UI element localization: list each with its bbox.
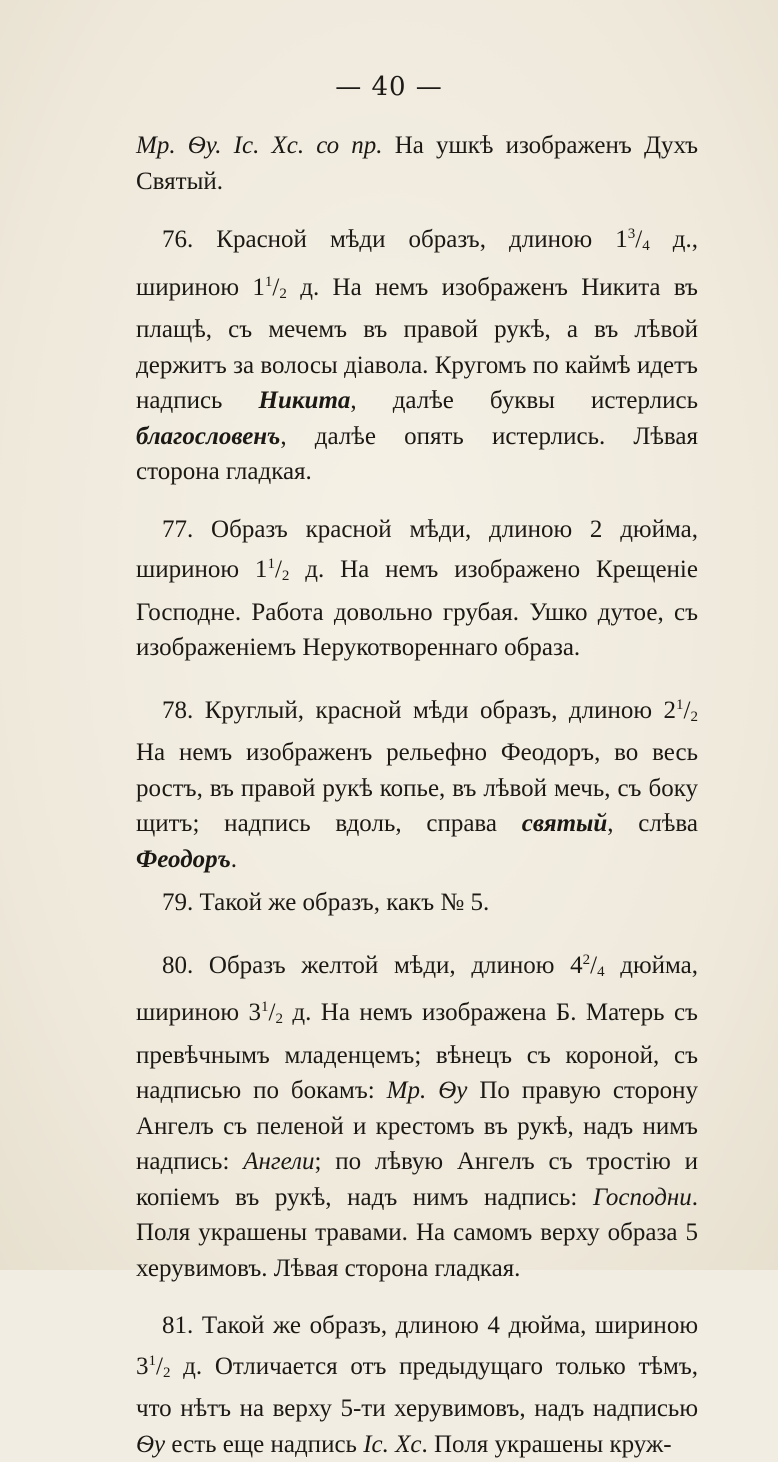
entry-76 bbox=[136, 217, 698, 490]
fraction-numerator: 1 bbox=[267, 556, 275, 572]
text-run: д., шириною 1 bbox=[136, 226, 698, 301]
fraction bbox=[628, 226, 650, 253]
emphasis-text: Мр. Ѳу. Іс. Хс. со пр. bbox=[136, 132, 383, 159]
fraction-slash: / bbox=[590, 951, 598, 979]
entry-80 bbox=[136, 943, 698, 1287]
text-run: ; по лѣвую Ангелъ съ тростію и копіемъ въ рукѣ, надъ нимъ надпись: bbox=[136, 1148, 698, 1211]
fraction bbox=[261, 999, 283, 1026]
fraction-denominator: 4 bbox=[642, 238, 650, 254]
emphasis-text: Ѳу bbox=[136, 1430, 166, 1458]
fraction-slash: / bbox=[268, 999, 276, 1026]
fraction-denominator: 4 bbox=[597, 963, 605, 980]
fraction-slash: / bbox=[683, 696, 691, 724]
fraction bbox=[676, 697, 698, 724]
fraction-slash: / bbox=[635, 226, 643, 253]
paragraph-continuation bbox=[136, 128, 698, 199]
fraction-numerator: 1 bbox=[264, 273, 273, 290]
text-run: дюйма, шириною 3 bbox=[136, 951, 699, 1026]
fraction bbox=[267, 556, 289, 583]
emphasis-text: Никита bbox=[258, 387, 351, 414]
emphasis-text: Господни bbox=[593, 1183, 692, 1211]
fraction-slash: / bbox=[156, 1352, 163, 1380]
fraction-slash: / bbox=[274, 556, 282, 583]
emphasis-text: Феодоръ bbox=[136, 845, 231, 873]
emphasis-text: Іс. Хс bbox=[363, 1430, 422, 1458]
text-run: 77. Образъ красной мѣди, длиною 2 дюйма, шириною 1 bbox=[136, 515, 698, 583]
text-run: На ушкѣ изображенъ Духъ Святый. bbox=[136, 132, 698, 195]
text-run: д. Отличается отъ предыдущаго только тѣмъ, что нѣтъ на верху 5-ти херувимовъ, надъ надписью bbox=[136, 1352, 698, 1422]
text-run: 81. Такой же образъ, длиною 4 дюйма, шириною 3 bbox=[136, 1312, 698, 1380]
emphasis-text: Мр. Ѳу bbox=[386, 1077, 468, 1104]
text-run: д. На немъ изображена Б. Матерь съ превѣчнымъ младенцемъ; вѣнецъ съ короной, съ надписью по бокамъ: bbox=[136, 999, 698, 1104]
text-run: есть еще надпись bbox=[165, 1430, 364, 1458]
text-run: 80. Образъ желтой мѣди, длиною 4 bbox=[162, 951, 583, 979]
fraction-numerator: 1 bbox=[148, 1352, 156, 1369]
fraction bbox=[583, 952, 605, 979]
text-run: д. На немъ изображено Крещеніе Господне. Работа довольно грубая. Ушко дутое, съ изображеніемъ Нерукотвореннаго образа. bbox=[136, 556, 698, 661]
entry-78 bbox=[136, 688, 698, 878]
fraction-denominator: 2 bbox=[275, 1011, 283, 1027]
emphasis-text: благословенъ bbox=[136, 422, 281, 450]
text-run: д. На немъ изображенъ Никита въ плащѣ, съ мечемъ въ правой рукѣ, а въ лѣвой держитъ за волосы діавола. Кругомъ по каймѣ идетъ надпись bbox=[136, 273, 698, 414]
fraction-denominator: 2 bbox=[162, 1364, 171, 1381]
text-run: По правую сторону Ангелъ съ пеленой и крестомъ въ рукѣ, надъ нимъ надпись: bbox=[136, 1077, 698, 1175]
text-run: . Поля украшены круж- bbox=[421, 1430, 672, 1458]
text-run: 78. Круглый, красной мѣди образъ, длиною 2 bbox=[162, 696, 677, 724]
fraction-slash: / bbox=[272, 273, 280, 301]
text-run: 79. Такой же образъ, какъ № 5. bbox=[162, 889, 490, 916]
text-run: , далѣе опять истерлись. Лѣвая сторона гладкая. bbox=[136, 422, 698, 485]
entry-81 bbox=[136, 1308, 698, 1462]
entry-77 bbox=[136, 512, 698, 666]
entry-79 bbox=[136, 885, 698, 921]
fraction-numerator: 2 bbox=[582, 951, 591, 968]
fraction-denominator: 2 bbox=[690, 708, 698, 725]
fraction-denominator: 2 bbox=[281, 568, 290, 584]
text-run: . Поля украшены травами. На самомъ верху образа 5 херувимовъ. Лѣвая сторона гладкая. bbox=[136, 1183, 698, 1282]
fraction-numerator: 1 bbox=[676, 696, 684, 713]
text-run: . bbox=[230, 845, 238, 873]
page-body bbox=[136, 128, 698, 1462]
text-run: , слѣва bbox=[607, 810, 699, 837]
emphasis-text: святый bbox=[521, 810, 608, 837]
text-run: На немъ изображенъ рельефно Феодоръ, во весь ростъ, въ правой рукѣ копье, въ лѣвой мечь, съ боку щитъ; надпись вдоль, справа bbox=[136, 739, 698, 837]
fraction-denominator: 2 bbox=[279, 285, 287, 302]
fraction bbox=[265, 274, 287, 301]
text-run: , далѣе буквы истерлись bbox=[350, 387, 699, 414]
fraction bbox=[149, 1353, 171, 1380]
fraction-numerator: 1 bbox=[261, 999, 269, 1015]
text-run: 76. Красной мѣди образъ, длиною 1 bbox=[162, 226, 628, 253]
fraction-numerator: 3 bbox=[627, 226, 636, 242]
emphasis-text: Ангели bbox=[243, 1148, 315, 1175]
page-number: — 40 — bbox=[335, 72, 443, 102]
